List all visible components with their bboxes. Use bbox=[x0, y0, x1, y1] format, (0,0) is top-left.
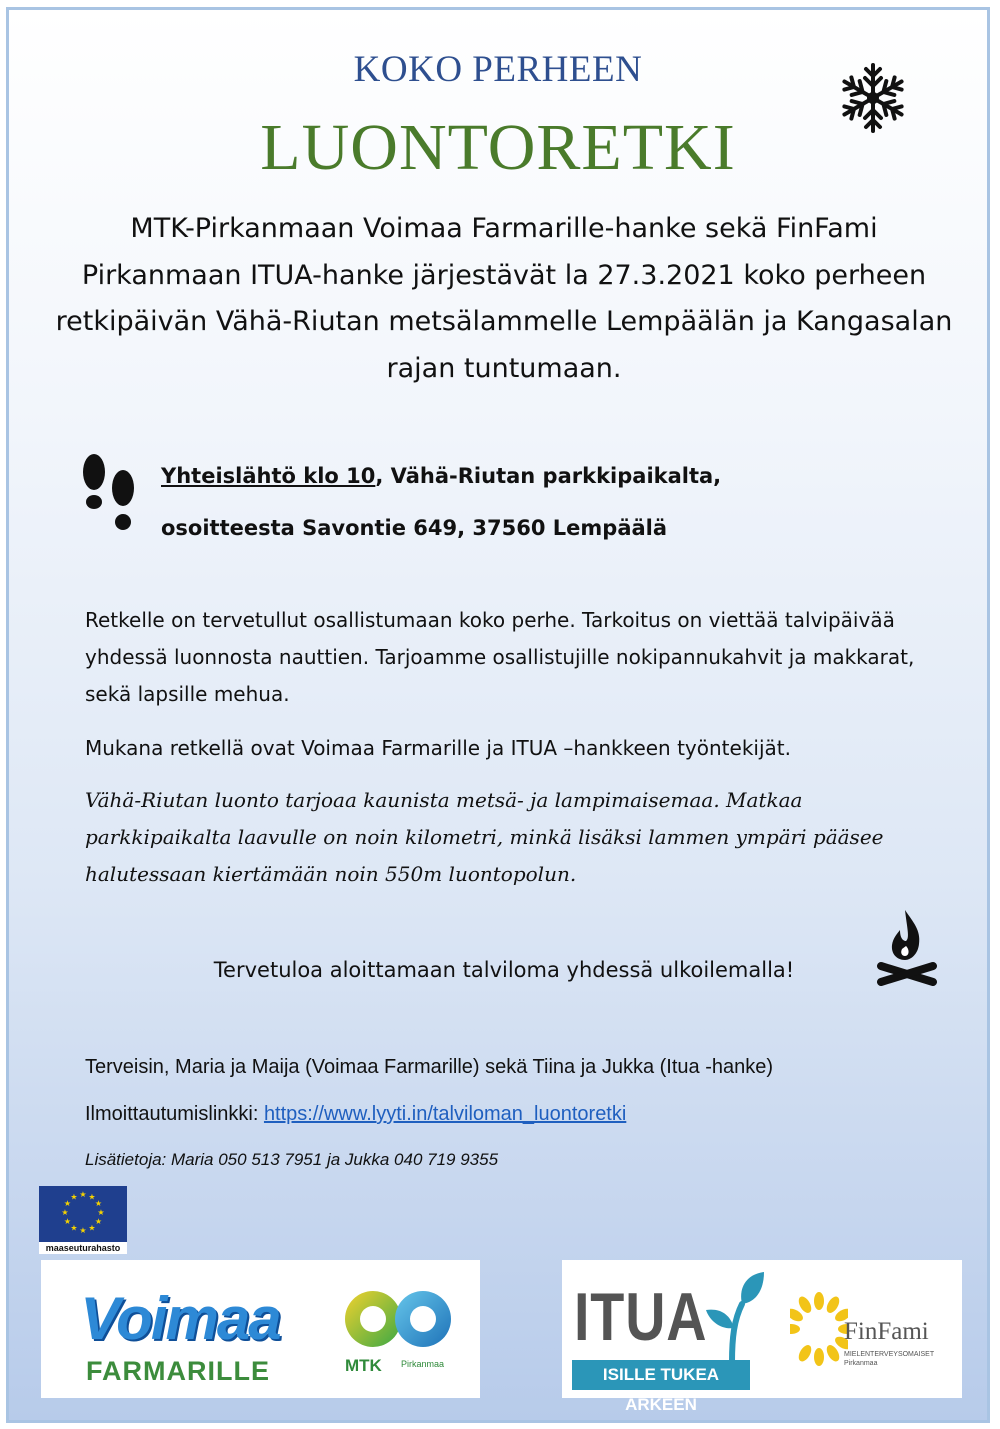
contact-info: Lisätietoja: Maria 050 513 7951 ja Jukka 040 719 9355 bbox=[85, 1150, 499, 1169]
intro-paragraph: MTK-Pirkanmaan Voimaa Farmarille-hanke sekä FinFami Pirkanmaan ITUA-hanke järjestävät la 27.3.2021 koko perheen retkipäivän Vähä-Riutan metsälammelle Lempäälän ja Kangasalan rajan tuntumaan. bbox=[55, 213, 953, 384]
svg-text:★: ★ bbox=[79, 1226, 87, 1235]
campfire-icon bbox=[875, 908, 939, 986]
kicker-heading: KOKO PERHEEN bbox=[353, 49, 643, 90]
finfami-subtitle bbox=[844, 1350, 934, 1368]
page-title: LUONTORETKI bbox=[260, 111, 736, 184]
svg-text:★: ★ bbox=[63, 1199, 72, 1208]
svg-text:★: ★ bbox=[88, 1192, 96, 1202]
signup-line bbox=[85, 1103, 626, 1126]
eu-fund-label: maaseuturahasto bbox=[39, 1242, 127, 1254]
svg-text:★: ★ bbox=[70, 1192, 78, 1202]
mtk-pirkanmaa-logo bbox=[315, 1260, 480, 1398]
mtk-wordmark: MTK bbox=[345, 1356, 382, 1375]
footprints-icon bbox=[79, 452, 139, 534]
eu-flag-icon bbox=[39, 1186, 127, 1242]
signup-label: Ilmoittautumislinkki: bbox=[85, 1103, 264, 1125]
welcome-line: Tervetuloa aloittamaan talviloma yhdessä ulkoilemalla! bbox=[213, 958, 795, 982]
svg-text:★: ★ bbox=[61, 1208, 69, 1217]
svg-text:★: ★ bbox=[79, 1190, 87, 1199]
paragraph-staff: Mukana retkellä ovat Voimaa Farmarille ja ITUA –hankkeen työntekijät. bbox=[85, 736, 791, 760]
meeting-address: osoitteesta Savontie 649, 37560 Lempäälä bbox=[161, 516, 668, 540]
meeting-info bbox=[161, 450, 921, 554]
farmarille-wordmark: FARMARILLE bbox=[86, 1356, 270, 1386]
finfami-subtitle-line2: Pirkanmaa bbox=[844, 1360, 878, 1367]
finfami-wordmark: FinFami bbox=[844, 1318, 929, 1345]
eu-flag-logo bbox=[39, 1186, 127, 1242]
finfami-subtitle-line1: MIELENTERVEYSOMAISET bbox=[844, 1351, 935, 1358]
meeting-time: Yhteislähtö klo 10 bbox=[161, 464, 376, 488]
svg-text:★: ★ bbox=[94, 1199, 103, 1208]
mtk-infinity-icon bbox=[343, 1288, 453, 1350]
svg-text:★: ★ bbox=[88, 1223, 96, 1233]
itua-wordmark: ITUA bbox=[574, 1279, 708, 1355]
meeting-place: , Vähä-Riutan parkkipaikalta, bbox=[375, 464, 722, 488]
sprout-icon bbox=[702, 1268, 766, 1364]
voimaa-wordmark: Voimaa bbox=[80, 1285, 280, 1352]
paragraph-nature: Vähä-Riutan luonto tarjoaa kaunista metsä- ja lampimaisemaa. Matkaa parkkipaikalta laavulle on noin kilometri, minkä lisäksi lammen ympäri pääsee halutessaan kiertämään noin 550m luontopolun. bbox=[85, 788, 884, 886]
svg-text:★: ★ bbox=[70, 1223, 78, 1233]
sunflower-icon bbox=[790, 1290, 848, 1368]
flyer-page bbox=[6, 7, 990, 1423]
mtk-subtitle: Pirkanmaa bbox=[401, 1359, 445, 1369]
snowflake-icon bbox=[835, 60, 911, 136]
itua-finfami-logos bbox=[562, 1260, 962, 1414]
svg-text:★: ★ bbox=[63, 1217, 72, 1226]
itua-banner: ISILLE TUKEA ARKEEN bbox=[572, 1360, 750, 1390]
regards-line: Terveisin, Maria ja Maija (Voimaa Farmarille) sekä Tiina ja Jukka (Itua -hanke) bbox=[85, 1056, 774, 1078]
voimaa-farmarille-logo bbox=[41, 1260, 315, 1398]
svg-text:★: ★ bbox=[97, 1208, 105, 1217]
svg-text:★: ★ bbox=[94, 1217, 103, 1226]
signup-link[interactable]: https://www.lyyti.in/talviloman_luontoretki bbox=[263, 1103, 627, 1125]
paragraph-participation: Retkelle on tervetullut osallistumaan koko perhe. Tarkoitus on viettää talvipäivää yhdessä luonnosta nauttien. Tarjoamme osallistujille nokipannukahvit ja makkarat, sekä lapsille mehua. bbox=[85, 608, 915, 706]
